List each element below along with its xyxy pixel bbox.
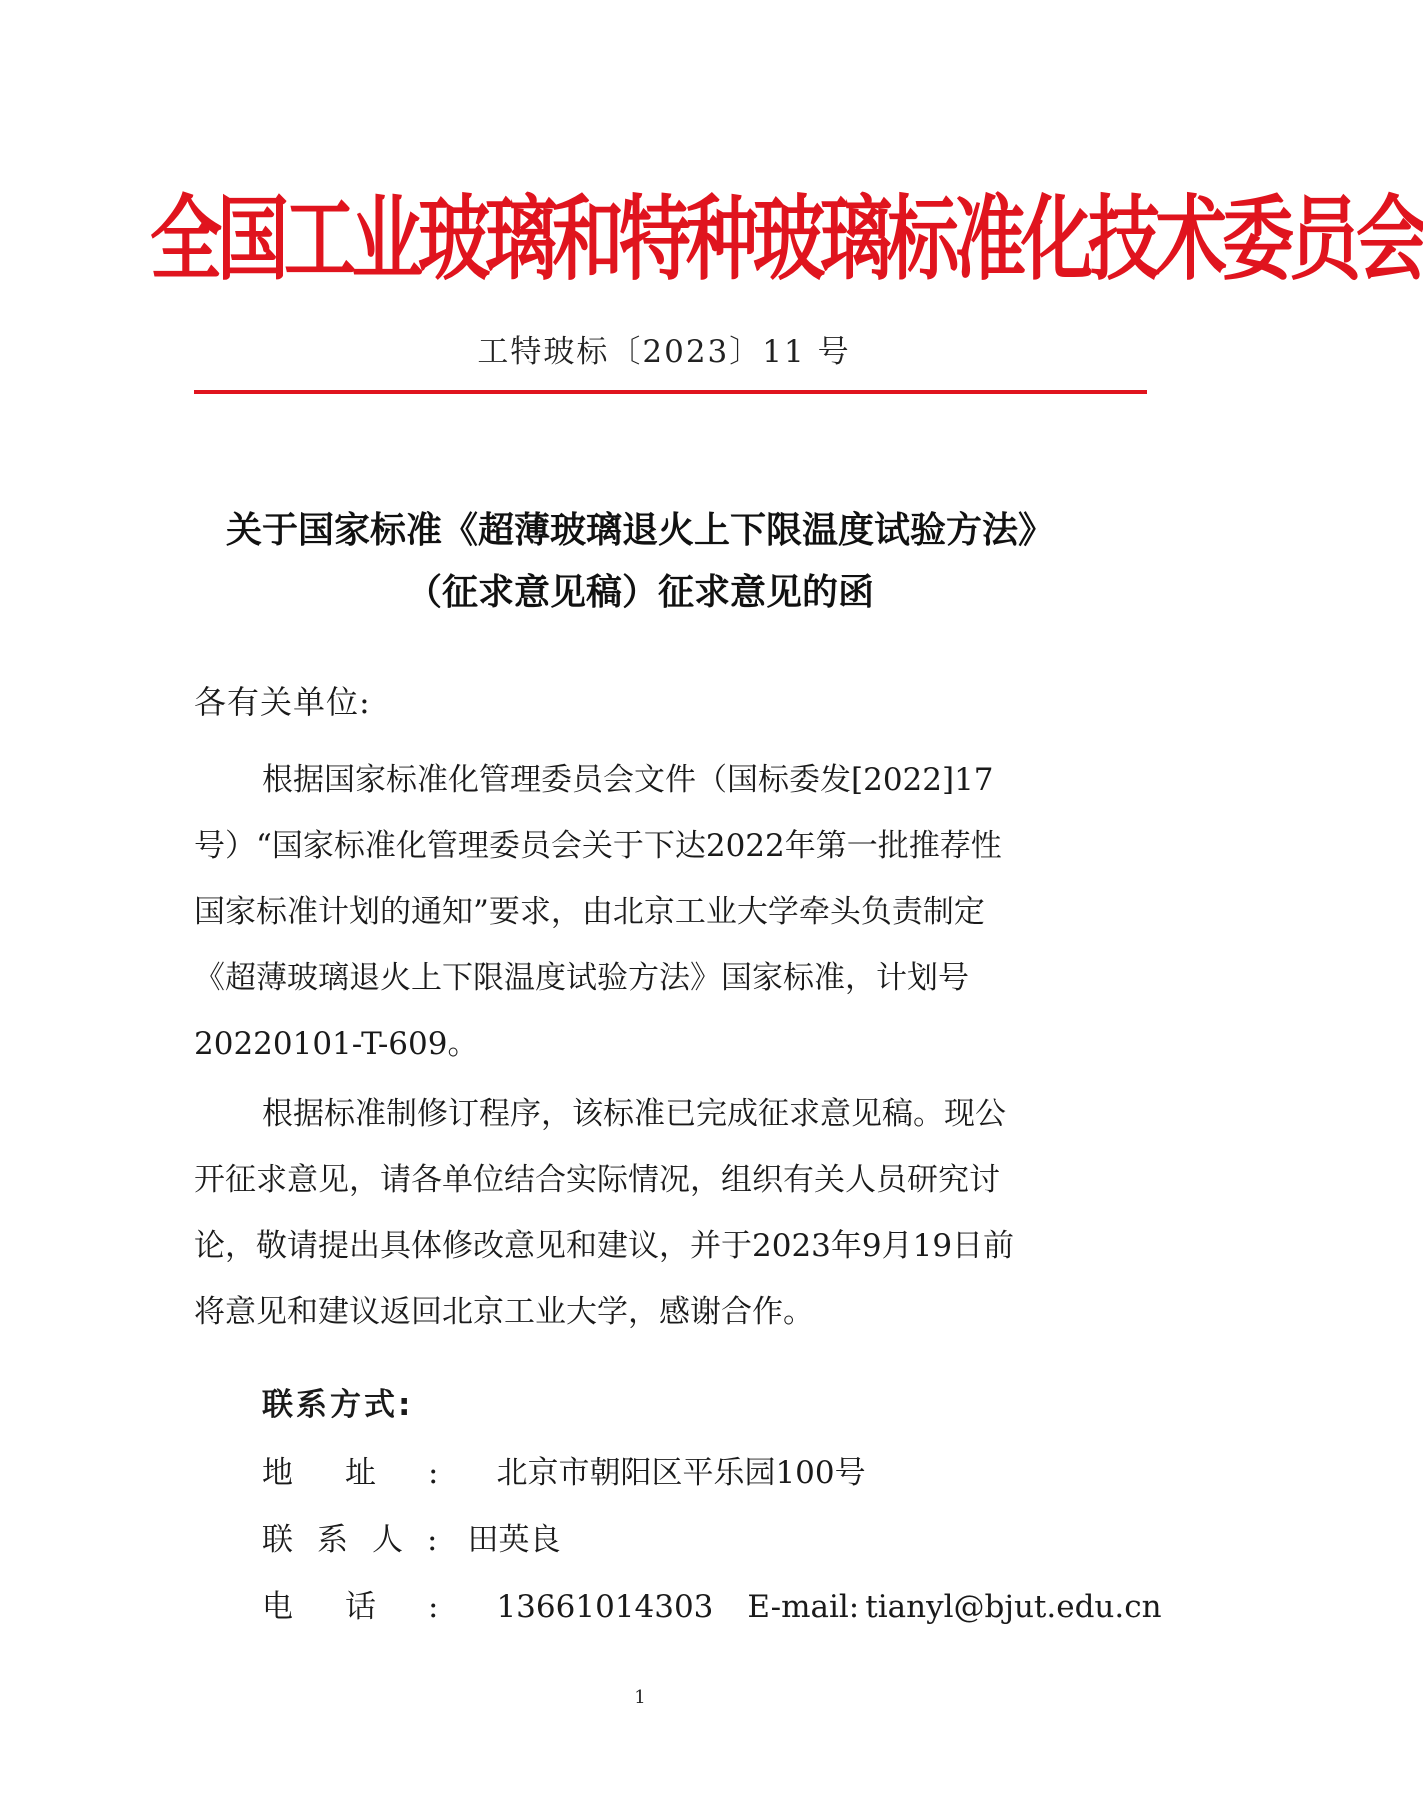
body-paragraph-2-line-4: 将意见和建议返回北京工业大学，感谢合作。 (194, 1294, 814, 1330)
organization-letterhead: 全国工业玻璃和特种玻璃标准化技术委员会 (150, 185, 1423, 293)
document-number: 工特玻标〔2023〕11 号 (477, 334, 851, 370)
person-value: 田英良 (467, 1522, 561, 1558)
address-label: 地址: (262, 1455, 491, 1491)
contact-phone-row (262, 1584, 1162, 1630)
phone-label: 电话: (262, 1589, 491, 1625)
body-paragraph-2-line-2: 开征求意见，请各单位结合实际情况，组织有关人员研究讨 (194, 1162, 1000, 1198)
letterhead-red-rule (194, 390, 1147, 394)
email-value: tianyl@bjut.edu.cn (865, 1589, 1162, 1625)
salutation: 各有关单位: (194, 683, 371, 721)
body-paragraph-1-line-5: 20220101-T-609。 (194, 1026, 479, 1062)
body-paragraph-1-line-3: 国家标准计划的通知”要求，由北京工业大学牵头负责制定 (194, 894, 985, 930)
letter-title-line-2: （征求意见稿）征求意见的函 (405, 572, 874, 613)
contact-heading: 联系方式: (262, 1387, 414, 1423)
page-number: 1 (634, 1687, 646, 1708)
letter-title-line-1: 关于国家标准《超薄玻璃退火上下限温度试验方法》 (225, 510, 1054, 551)
phone-value: 13661014303 (496, 1589, 714, 1625)
email-label: E-mail: (747, 1589, 860, 1625)
body-paragraph-2-line-1: 根据标准制修订程序，该标准已完成征求意见稿。现公 (262, 1096, 1006, 1132)
person-label: 联系人: (262, 1522, 462, 1558)
body-paragraph-1-line-2: 号）“国家标准化管理委员会关于下达2022年第一批推荐性 (194, 828, 1002, 864)
body-paragraph-2-line-3: 论，敬请提出具体修改意见和建议，并于2023年9月19日前 (194, 1228, 1015, 1264)
body-paragraph-1-line-1: 根据国家标准化管理委员会文件（国标委发[2022]17 (262, 762, 994, 798)
contact-person-row (262, 1517, 560, 1563)
address-value: 北京市朝阳区平乐园100号 (496, 1455, 866, 1491)
contact-address-row (262, 1450, 866, 1496)
body-paragraph-1-line-4: 《超薄玻璃退火上下限温度试验方法》国家标准，计划号 (194, 960, 969, 996)
